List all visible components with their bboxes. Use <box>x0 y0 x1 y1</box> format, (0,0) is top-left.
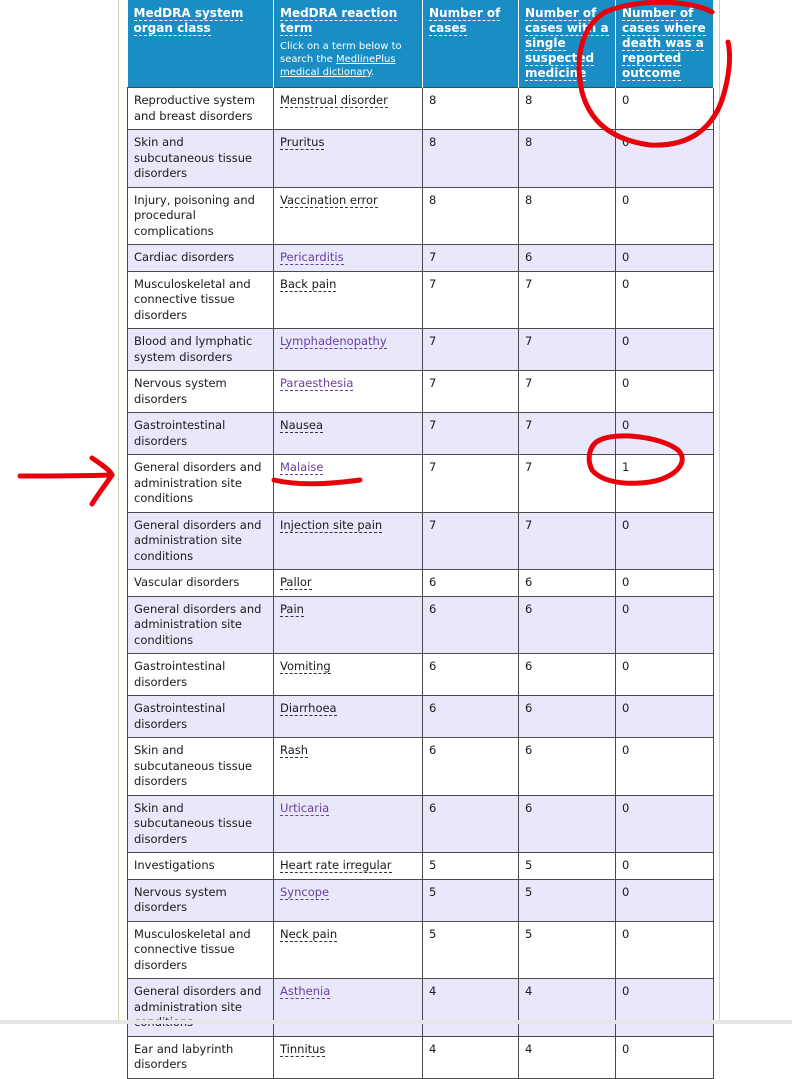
reaction-term-link[interactable]: Tinnitus <box>280 1041 326 1056</box>
reaction-term-link[interactable]: Asthenia <box>280 984 331 998</box>
table-header-row <box>128 0 714 88</box>
reaction-term-link[interactable]: Urticaria <box>280 800 330 815</box>
cell-single-suspected: 6 <box>519 795 616 853</box>
cell-reaction-term <box>274 853 423 880</box>
cell-system-organ-class: Gastrointestinal disorders <box>128 413 274 455</box>
cell-number-of-cases: 7 <box>423 512 519 570</box>
header-single-suspected[interactable]: Number of cases with a single suspected medicine <box>519 0 616 88</box>
cell-system-organ-class: Cardiac disorders <box>128 245 274 272</box>
table-row <box>128 921 714 979</box>
cell-number-of-cases: 5 <box>423 921 519 979</box>
cell-single-suspected: 6 <box>519 738 616 796</box>
cell-system-organ-class: Injury, poisoning and procedural complications <box>128 187 274 245</box>
table-row <box>128 979 714 1037</box>
cell-number-of-cases: 6 <box>423 654 519 696</box>
header-death-outcome[interactable]: Number of cases where death was a reported outcome <box>616 0 714 88</box>
cell-number-of-cases: 7 <box>423 455 519 513</box>
reaction-term-link[interactable]: Pain <box>280 601 304 616</box>
cell-single-suspected: 7 <box>519 512 616 570</box>
reaction-term-link[interactable]: Syncope <box>280 884 330 899</box>
cell-single-suspected: 6 <box>519 596 616 654</box>
cell-reaction-term <box>274 88 423 130</box>
adverse-reactions-table <box>127 0 714 1079</box>
cell-reaction-term <box>274 979 423 1037</box>
reaction-term-link[interactable]: Pericarditis <box>280 250 344 264</box>
annotation-arrow-head <box>92 458 112 504</box>
cell-number-of-cases: 7 <box>423 413 519 455</box>
reaction-term-link[interactable]: Back pain <box>280 276 337 291</box>
cell-single-suspected: 7 <box>519 329 616 371</box>
cell-single-suspected: 5 <box>519 879 616 921</box>
cell-reaction-term <box>274 570 423 597</box>
cell-number-of-cases: 8 <box>423 130 519 188</box>
cell-number-of-cases: 5 <box>423 853 519 880</box>
cell-system-organ-class: Vascular disorders <box>128 570 274 597</box>
cell-death-outcome: 0 <box>616 853 714 880</box>
cell-single-suspected: 7 <box>519 413 616 455</box>
cell-single-suspected: 6 <box>519 245 616 272</box>
header-system-organ-class[interactable]: MedDRA system organ class <box>128 0 274 88</box>
cell-number-of-cases: 7 <box>423 371 519 413</box>
table-row <box>128 187 714 245</box>
reaction-term-link[interactable]: Neck pain <box>280 926 338 941</box>
reaction-term-link[interactable]: Rash <box>280 743 309 757</box>
cell-reaction-term <box>274 371 423 413</box>
cell-number-of-cases: 4 <box>423 979 519 1037</box>
reaction-term-link[interactable]: Malaise <box>280 460 324 474</box>
table-row <box>128 879 714 921</box>
table-row <box>128 245 714 272</box>
reaction-term-link[interactable]: Heart rate irregular <box>280 858 392 872</box>
table-row <box>128 738 714 796</box>
cell-number-of-cases: 7 <box>423 329 519 371</box>
cell-number-of-cases: 6 <box>423 696 519 738</box>
cell-single-suspected: 7 <box>519 455 616 513</box>
cell-death-outcome: 0 <box>616 329 714 371</box>
cell-number-of-cases: 8 <box>423 88 519 130</box>
cell-reaction-term <box>274 696 423 738</box>
cell-system-organ-class: General disorders and administration site conditions <box>128 512 274 570</box>
cell-system-organ-class: Investigations <box>128 853 274 880</box>
cell-number-of-cases: 8 <box>423 187 519 245</box>
cell-death-outcome: 0 <box>616 879 714 921</box>
cell-single-suspected: 6 <box>519 570 616 597</box>
reaction-term-link[interactable]: Nausea <box>280 418 324 432</box>
cell-single-suspected: 6 <box>519 654 616 696</box>
cell-system-organ-class: General disorders and administration site conditions <box>128 455 274 513</box>
cell-death-outcome: 0 <box>616 795 714 853</box>
cell-number-of-cases: 6 <box>423 570 519 597</box>
cell-system-organ-class: Skin and subcutaneous tissue disorders <box>128 130 274 188</box>
table-row <box>128 654 714 696</box>
cell-death-outcome: 0 <box>616 130 714 188</box>
cell-reaction-term <box>274 512 423 570</box>
table-row <box>128 455 714 513</box>
cell-system-organ-class: Musculoskeletal and connective tissue disorders <box>128 271 274 329</box>
annotation-arrow-shaft <box>20 475 112 476</box>
cell-number-of-cases: 6 <box>423 596 519 654</box>
cell-single-suspected: 5 <box>519 921 616 979</box>
cell-death-outcome: 0 <box>616 696 714 738</box>
reaction-term-link[interactable]: Pruritus <box>280 135 325 149</box>
table-row <box>128 88 714 130</box>
cell-system-organ-class: General disorders and administration site <box>128 979 274 1037</box>
cell-reaction-term <box>274 654 423 696</box>
reaction-term-link[interactable]: Injection site pain <box>280 517 383 532</box>
cell-number-of-cases: 6 <box>423 795 519 853</box>
cell-system-organ-class: Skin and subcutaneous tissue disorders <box>128 738 274 796</box>
cell-system-organ-class: Nervous system disorders <box>128 371 274 413</box>
table-row <box>128 596 714 654</box>
reaction-term-link[interactable]: Vomiting <box>280 659 331 673</box>
table-row <box>128 795 714 853</box>
cell-death-outcome: 0 <box>616 570 714 597</box>
medlineplus-link[interactable]: MedlinePlus medical dictionary <box>280 54 396 78</box>
table-row <box>128 413 714 455</box>
cell-death-outcome: 0 <box>616 88 714 130</box>
cell-death-outcome: 0 <box>616 271 714 329</box>
cell-death-outcome: 0 <box>616 979 714 1037</box>
cell-death-outcome: 0 <box>616 596 714 654</box>
cell-reaction-term <box>274 1036 423 1078</box>
cell-system-organ-class: Gastrointestinal disorders <box>128 654 274 696</box>
cell-system-organ-class: General disorders and administration site conditions <box>128 596 274 654</box>
cell-system-organ-class: Nervous system disorders <box>128 879 274 921</box>
table-row <box>128 696 714 738</box>
cell-single-suspected: 8 <box>519 88 616 130</box>
cell-reaction-term <box>274 187 423 245</box>
cell-death-outcome: 0 <box>616 413 714 455</box>
bottom-strip <box>0 1020 792 1024</box>
cell-reaction-term <box>274 738 423 796</box>
table-row <box>128 1036 714 1078</box>
cell-reaction-term <box>274 596 423 654</box>
cell-single-suspected: 7 <box>519 271 616 329</box>
cell-number-of-cases: 5 <box>423 879 519 921</box>
cell-system-organ-class: Skin and subcutaneous tissue disorders <box>128 795 274 853</box>
cell-single-suspected: 8 <box>519 187 616 245</box>
table-row <box>128 130 714 188</box>
cell-death-outcome: 0 <box>616 654 714 696</box>
cell-death-outcome: 0 <box>616 371 714 413</box>
cell-reaction-term <box>274 413 423 455</box>
cell-single-suspected: 6 <box>519 696 616 738</box>
cell-reaction-term <box>274 455 423 513</box>
cell-reaction-term <box>274 130 423 188</box>
table-row <box>128 329 714 371</box>
cell-number-of-cases: 6 <box>423 738 519 796</box>
reaction-term-link[interactable]: Pallor <box>280 575 312 589</box>
cell-number-of-cases: 4 <box>423 1036 519 1078</box>
cell-system-organ-class: Reproductive system and breast disorders <box>128 88 274 130</box>
reaction-term-link[interactable]: Vaccination error <box>280 192 378 207</box>
table-row <box>128 570 714 597</box>
cell-reaction-term <box>274 271 423 329</box>
cell-single-suspected: 5 <box>519 853 616 880</box>
reaction-term-link[interactable]: Lymphadenopathy <box>280 334 387 348</box>
cell-single-suspected: 4 <box>519 1036 616 1078</box>
table-row <box>128 271 714 329</box>
cell-single-suspected: 7 <box>519 371 616 413</box>
cell-reaction-term <box>274 879 423 921</box>
header-reaction-term[interactable]: MedDRA reaction term Click on a term below to search the MedlinePlus medical dictionary. <box>274 0 423 88</box>
cell-reaction-term <box>274 921 423 979</box>
cell-system-organ-class: Blood and lymphatic system disorders <box>128 329 274 371</box>
cell-death-outcome: 1 <box>616 455 714 513</box>
cell-single-suspected: 8 <box>519 130 616 188</box>
header-number-of-cases[interactable]: Number of cases <box>423 0 519 88</box>
cell-death-outcome: 0 <box>616 245 714 272</box>
reaction-term-link[interactable]: Diarrhoea <box>280 701 337 715</box>
reaction-term-link[interactable]: Paraesthesia <box>280 376 354 390</box>
cell-death-outcome: 0 <box>616 921 714 979</box>
cell-reaction-term <box>274 795 423 853</box>
cell-number-of-cases: 7 <box>423 245 519 272</box>
cell-number-of-cases: 7 <box>423 271 519 329</box>
cell-death-outcome: 0 <box>616 738 714 796</box>
cell-reaction-term <box>274 329 423 371</box>
cell-death-outcome: 0 <box>616 187 714 245</box>
cell-single-suspected: 4 <box>519 979 616 1037</box>
cell-system-organ-class: Ear and labyrinth disorders <box>128 1036 274 1078</box>
reaction-term-link[interactable]: Menstrual disorder <box>280 93 388 107</box>
cell-reaction-term <box>274 245 423 272</box>
cell-death-outcome: 0 <box>616 1036 714 1078</box>
header-term-hint: Click on a term below to search the MedlinePlus medical dictionary. <box>280 41 402 78</box>
table-row <box>128 853 714 880</box>
cell-system-organ-class: Gastrointestinal disorders <box>128 696 274 738</box>
table-row <box>128 371 714 413</box>
table-row <box>128 512 714 570</box>
cell-system-organ-class: Musculoskeletal and connective tissue disorders <box>128 921 274 979</box>
cell-death-outcome: 0 <box>616 512 714 570</box>
